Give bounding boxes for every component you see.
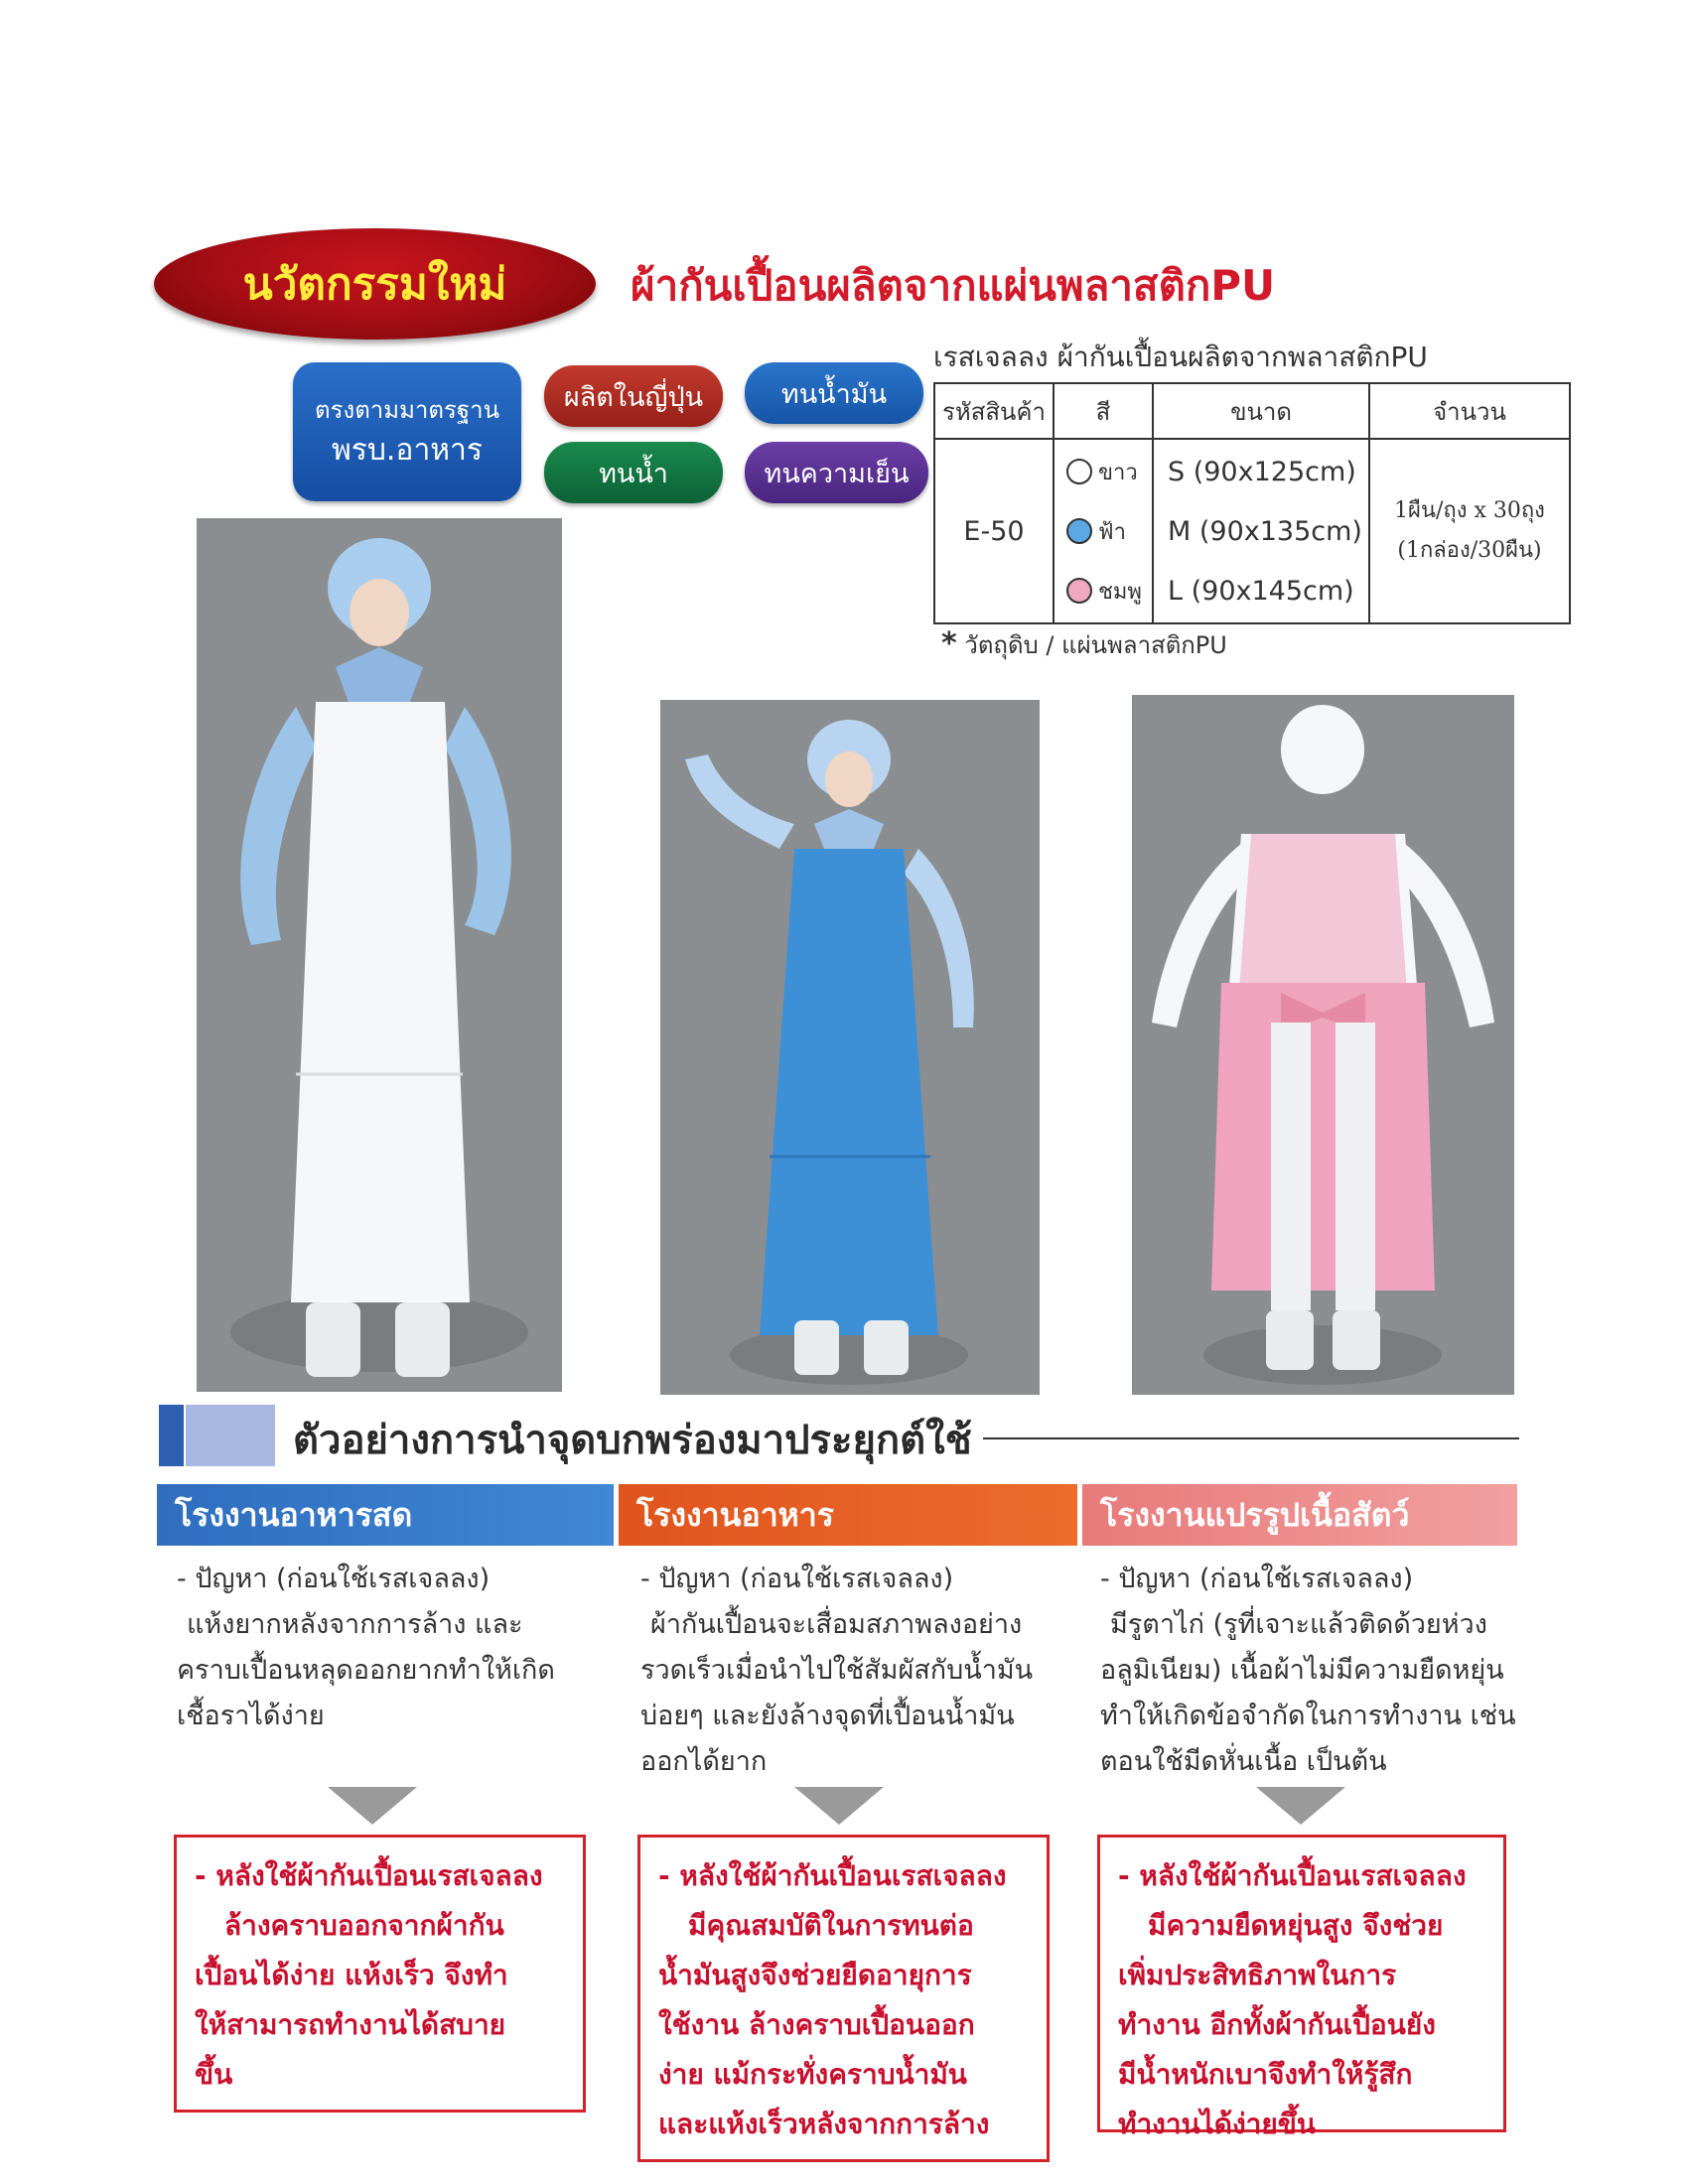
down-arrow-icon bbox=[794, 1787, 884, 1825]
badge-label: นวัตกรรมใหม่ bbox=[242, 259, 507, 310]
result-line: มีน้ำหนักเบาจึงทำให้รู้สึก bbox=[1118, 2058, 1413, 2091]
result-line: ใช้งาน ล้างคราบเปื้อนออก bbox=[658, 2008, 975, 2041]
section-accent-bar bbox=[159, 1405, 184, 1466]
problem-line: ทำให้เกิดข้อจำกัดในการทำงาน เช่น bbox=[1100, 1701, 1516, 1731]
result-line: ล้างคราบออกจากผ้ากัน bbox=[224, 1909, 504, 1942]
section-title: ตัวอย่างการนำจุดบกพร่องมาประยุกต์ใช้ bbox=[293, 1418, 972, 1463]
result-line: ขึ้น bbox=[195, 2058, 233, 2091]
quantity-line2: (1กล่อง/30ผืน) bbox=[1397, 538, 1542, 563]
result-line: ทำงานได้ง่ายขึ้น bbox=[1118, 2108, 1317, 2140]
header-color: สี bbox=[1055, 384, 1154, 440]
photo-blue-apron bbox=[660, 700, 1040, 1395]
pink-swatch-icon bbox=[1066, 578, 1092, 604]
problem-line: เชื้อราได้ง่าย bbox=[177, 1701, 325, 1731]
section-accent-block bbox=[186, 1405, 275, 1466]
result-line: - หลังใช้ผ้ากันเปื้อนเรสเจลลง bbox=[195, 1859, 543, 1892]
result-line: มีคุณสมบัติในการทนต่อ bbox=[688, 1909, 974, 1942]
problem-line: แห้งยากหลังจากการล้าง และ bbox=[187, 1609, 523, 1640]
result-fresh-food bbox=[174, 1835, 586, 2113]
header-code: รหัสสินค้า bbox=[935, 384, 1055, 440]
problem-meat-processing bbox=[1100, 1557, 1516, 1785]
problem-label: - ปัญหา (ก่อนใช้เรสเจลลง) bbox=[1100, 1564, 1414, 1594]
pink-apron-figure bbox=[1132, 695, 1514, 1395]
standard-line2: พรบ.อาหาร bbox=[331, 432, 484, 468]
color-label: ฟ้า bbox=[1098, 519, 1126, 545]
result-line: - หลังใช้ผ้ากันเปื้อนเรสเจลลง bbox=[1118, 1859, 1467, 1892]
photo-pink-apron bbox=[1132, 695, 1514, 1395]
product-code: E-50 bbox=[935, 440, 1055, 622]
color-label: ชมพู bbox=[1098, 579, 1142, 605]
white-apron-figure bbox=[197, 518, 562, 1392]
material-footnote bbox=[941, 625, 1227, 664]
new-innovation-badge bbox=[154, 228, 596, 340]
section-divider bbox=[983, 1437, 1519, 1439]
color-pink bbox=[1055, 561, 1152, 620]
problem-line: ตอนใช้มีดหั่นเนื้อ เป็นต้น bbox=[1100, 1746, 1387, 1777]
problem-line: อลูมิเนียม) เนื้อผ้าไม่มีความยืดหยุ่น bbox=[1100, 1655, 1504, 1686]
column-heading-meat-processing: โรงงานแปรรูปเนื้อสัตว์ bbox=[1082, 1484, 1517, 1546]
oil-resistant-badge: ทนน้ำมัน bbox=[745, 362, 923, 424]
down-arrow-icon bbox=[1256, 1787, 1345, 1825]
table-caption: เรสเจลลง ผ้ากันเปื้อนผลิตจากพลาสติกPU bbox=[933, 341, 1428, 373]
blue-apron-figure bbox=[660, 700, 1040, 1395]
color-white bbox=[1055, 442, 1152, 501]
result-meat-processing bbox=[1097, 1835, 1506, 2140]
problem-line: ผ้ากันเปื้อนจะเสื่อมสภาพลงอย่าง bbox=[650, 1609, 1023, 1640]
size-m: M (90x135cm) bbox=[1168, 515, 1362, 547]
footnote-text: วัตถุดิบ / แผ่นพลาสติกPU bbox=[964, 631, 1227, 659]
page-title: ผ้ากันเปื้อนผลิตจากแผ่นพลาสติกPU bbox=[631, 261, 1276, 310]
down-arrow-icon bbox=[328, 1787, 417, 1825]
problem-label: - ปัญหา (ก่อนใช้เรสเจลลง) bbox=[177, 1564, 491, 1594]
header-quantity: จำนวน bbox=[1370, 384, 1569, 440]
result-line: เพิ่มประสิทธิภาพในการ bbox=[1118, 1959, 1397, 1991]
result-food-factory bbox=[637, 1835, 1050, 2162]
white-swatch-icon bbox=[1066, 459, 1092, 484]
color-cell bbox=[1055, 440, 1154, 622]
result-line: น้ำมันสูงจึงช่วยยืดอายุการ bbox=[658, 1959, 972, 1991]
problem-line: รวดเร็วเมื่อนำไปใช้สัมผัสกับน้ำมัน bbox=[640, 1655, 1034, 1686]
product-spec-table bbox=[933, 382, 1571, 624]
quantity-cell bbox=[1370, 440, 1569, 622]
problem-line: ออกได้ยาก bbox=[640, 1746, 768, 1777]
color-label: ขาว bbox=[1098, 460, 1138, 485]
size-s: S (90x125cm) bbox=[1168, 456, 1356, 487]
color-blue bbox=[1055, 501, 1152, 561]
result-line: - หลังใช้ผ้ากันเปื้อนเรสเจลลง bbox=[658, 1859, 1007, 1892]
result-line: ง่าย แม้กระทั่งคราบน้ำมัน bbox=[658, 2058, 967, 2091]
result-line: เปื้อนได้ง่าย แห้งเร็ว จึงทำ bbox=[195, 1959, 508, 1991]
size-l: L (90x145cm) bbox=[1168, 575, 1354, 607]
photo-white-apron bbox=[197, 518, 562, 1392]
food-standard-badge bbox=[293, 362, 521, 501]
footnote-mark: * bbox=[941, 626, 957, 661]
problem-line: บ่อยๆ และยังล้างจุดที่เปื้อนน้ำมัน bbox=[640, 1701, 1015, 1731]
column-heading-food-factory: โรงงานอาหาร bbox=[619, 1484, 1077, 1546]
problem-food-factory bbox=[640, 1557, 1033, 1785]
size-cell bbox=[1154, 440, 1370, 622]
standard-line1: ตรงตามมาตรฐาน bbox=[315, 395, 499, 424]
result-line: ทำงาน อีกทั้งผ้ากันเปื้อนยัง bbox=[1118, 2008, 1436, 2041]
problem-label: - ปัญหา (ก่อนใช้เรสเจลลง) bbox=[640, 1564, 954, 1594]
water-resistant-badge: ทนน้ำ bbox=[544, 442, 723, 503]
column-heading-fresh-food: โรงงานอาหารสด bbox=[157, 1484, 614, 1546]
problem-line: มีรูตาไก่ (รูที่เจาะแล้วติดด้วยห่วง bbox=[1110, 1609, 1487, 1640]
result-line: มีความยืดหยุ่นสูง จึงช่วย bbox=[1148, 1909, 1444, 1942]
problem-line: คราบเปื้อนหลุดออกยากทำให้เกิด bbox=[177, 1655, 555, 1686]
quantity-line1: 1ผืน/ถุง x 30ถุง bbox=[1394, 498, 1545, 523]
problem-fresh-food bbox=[177, 1557, 555, 1739]
result-line: ให้สามารถทำงานได้สบาย bbox=[195, 2008, 506, 2041]
header-size: ขนาด bbox=[1154, 384, 1370, 440]
made-in-japan-badge: ผลิตในญี่ปุ่น bbox=[544, 365, 723, 427]
result-line: และแห้งเร็วหลังจากการล้าง bbox=[658, 2108, 990, 2140]
cold-resistant-badge: ทนความเย็น bbox=[745, 442, 928, 503]
blue-swatch-icon bbox=[1066, 518, 1092, 544]
